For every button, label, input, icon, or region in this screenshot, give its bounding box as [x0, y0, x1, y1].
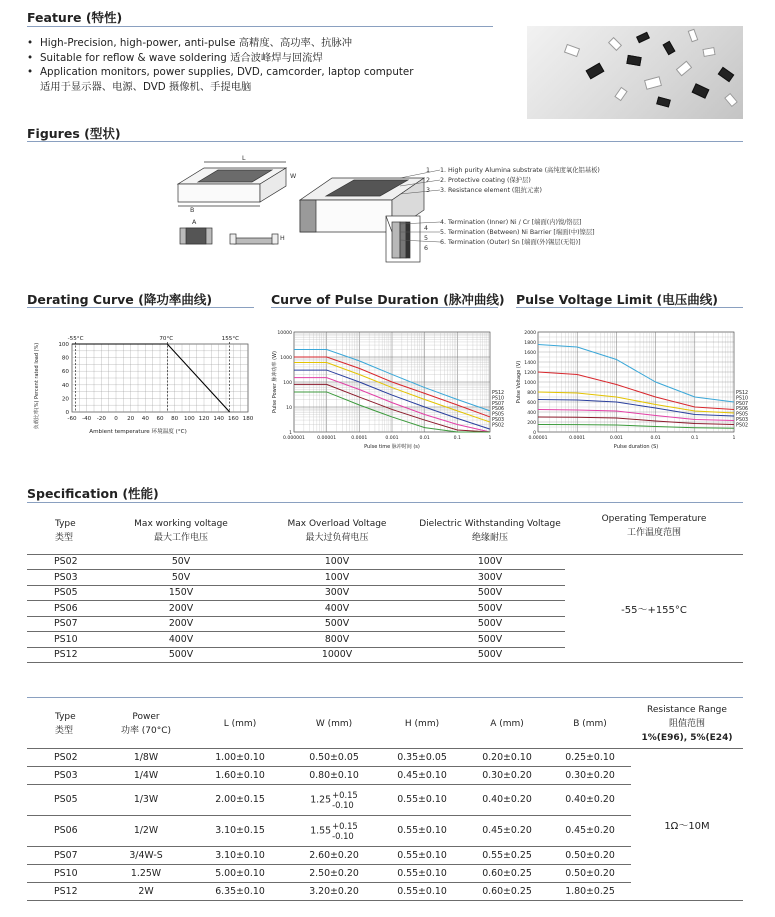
dims-cell-l: 6.35±0.10	[191, 882, 289, 900]
spec-header-max-working: Max working voltage 最大工作电压	[134, 518, 228, 543]
legend-item: 4. Termination (Inner) Ni / Cr [端面(内)镍/铬层]	[440, 219, 582, 226]
dims-cell-b: 0.45±0.20	[549, 815, 631, 846]
dims-top-rule	[27, 697, 743, 698]
dims-cell-h: 0.45±0.10	[379, 766, 465, 784]
product-photo	[527, 26, 743, 119]
spec-cell: 50V	[103, 570, 259, 586]
dims-header-b: B (mm)	[573, 718, 607, 729]
legend-label-ps03: PS03	[736, 418, 748, 423]
spec-cell: 500V	[259, 616, 415, 632]
x-tick-label: -20	[96, 416, 106, 422]
callout-3: 3	[426, 187, 431, 194]
spec-header-dielectric: Dielectric Withstanding Voltage 绝缘耐压	[419, 518, 561, 543]
derating-rule	[27, 307, 254, 308]
x-axis-label: Pulse time 脉冲时间 (s)	[364, 444, 420, 450]
dims-cell-h: 0.35±0.05	[379, 748, 465, 766]
spec-cell: 1000V	[259, 647, 415, 663]
y-tick-label: 60	[61, 369, 69, 376]
resistor-outline-drawing	[168, 154, 298, 264]
w-tol-plus: +0.15	[332, 789, 358, 800]
callout-2: 2	[426, 177, 431, 184]
dimensions-table	[27, 700, 743, 901]
w-nominal: 1.25	[310, 794, 332, 805]
figures-title: Figures (型状)	[27, 126, 121, 141]
y-tick-label: 1200	[524, 370, 536, 376]
dims-cell-b: 0.50±0.20	[549, 846, 631, 864]
legend-item: 3. Resistance element (阻抗元素)	[440, 187, 543, 194]
dims-cell-type: PS03	[27, 766, 101, 784]
spec-cell: 500V	[103, 647, 259, 663]
y-tick-label: 10	[286, 405, 292, 411]
y-tick-label: 100	[58, 342, 69, 348]
x-tick-label: 0.001	[609, 436, 623, 441]
y-tick-label: 400	[527, 410, 536, 416]
x-tick-label: 0.0001	[351, 436, 368, 441]
spec-cell: 100V	[259, 570, 415, 586]
dims-cell-power: 1/2W	[101, 815, 191, 846]
dim-label-l: L	[242, 155, 246, 162]
y-tick-label: 80	[61, 355, 69, 362]
y-tick-label: 20	[61, 396, 69, 403]
legend-item: 2. Protective coating (保护层)	[440, 177, 531, 184]
spec-cell-type: PS10	[27, 632, 103, 648]
y-tick-label: 1600	[524, 350, 536, 356]
derating-chart	[28, 326, 254, 444]
x-tick-label: 0.1	[453, 436, 461, 441]
dims-cell-type: PS05	[27, 784, 101, 815]
x-tick-label: -60	[67, 416, 77, 422]
dims-cell-h: 0.55±0.10	[379, 815, 465, 846]
y-tick-label: 100	[283, 380, 292, 386]
dims-cell-a: 0.20±0.10	[465, 748, 549, 766]
dims-cell-power: 1/4W	[101, 766, 191, 784]
y-axis-label: Pulse Voltage (V)	[516, 360, 522, 404]
legend-label-ps12: PS12	[736, 391, 748, 396]
feature-bullet: • Suitable for reflow & wave soldering 适合波峰焊与回流焊	[27, 51, 413, 66]
temp-label: 70°C	[159, 336, 174, 342]
x-tick-label: 0.00001	[317, 436, 337, 441]
x-tick-label: 160	[227, 416, 239, 422]
dims-cell-b: 0.30±0.20	[549, 766, 631, 784]
dims-cell-w: 3.20±0.20	[289, 882, 379, 900]
x-tick-label: 1	[488, 436, 492, 441]
x-tick-label: 0.001	[385, 436, 399, 441]
dims-cell-l: 3.10±0.15	[191, 815, 289, 846]
x-tick-label: -40	[82, 416, 92, 422]
legend-item: 6. Termination (Outer) Sn [端面(外)锡层(无铅)]	[440, 239, 581, 246]
spec-cell: 500V	[415, 616, 565, 632]
y-tick-label: 200	[527, 420, 536, 426]
dims-cell-type: PS02	[27, 748, 101, 766]
dims-cell-a: 0.45±0.20	[465, 815, 549, 846]
y-tick-label: 1000	[524, 380, 536, 386]
spec-cell-type: PS02	[27, 554, 103, 570]
dims-cell-a: 0.60±0.25	[465, 864, 549, 882]
x-tick-label: 20	[127, 416, 135, 422]
y-tick-label: 1800	[524, 340, 536, 346]
y-tick-label: 10000	[277, 330, 292, 336]
dims-cell-l: 3.10±0.10	[191, 846, 289, 864]
dims-cell-type: PS12	[27, 882, 101, 900]
legend-label-ps06: PS06	[492, 407, 504, 413]
spec-cell: 200V	[103, 616, 259, 632]
pulse-duration-title: Curve of Pulse Duration (脉冲曲线)	[271, 292, 505, 307]
spec-table	[27, 508, 743, 663]
dims-cell-power: 1/3W	[101, 784, 191, 815]
dims-cell-a: 0.60±0.25	[465, 882, 549, 900]
spec-cell-type: PS07	[27, 616, 103, 632]
dim-label-a: A	[192, 219, 197, 226]
legend-label-ps07: PS07	[492, 401, 504, 407]
x-tick-label: 0.01	[419, 436, 430, 441]
spec-cell: 500V	[415, 647, 565, 663]
dims-cell-w: 0.80±0.10	[289, 766, 379, 784]
callout-1: 1	[426, 167, 431, 174]
x-tick-label: 0.01	[650, 436, 661, 441]
derating-title: Derating Curve (降功率曲线)	[27, 292, 213, 307]
dims-header-w: W (mm)	[315, 718, 353, 729]
feature-title: Feature (特性)	[27, 10, 123, 25]
x-axis-label: Ambient temperature 环境温度 (°C)	[89, 429, 187, 435]
feature-list	[27, 36, 413, 94]
x-axis-label: Pulse duration (S)	[613, 444, 659, 450]
dims-header-l: L (mm)	[223, 718, 257, 729]
dims-row	[27, 748, 743, 766]
x-tick-label: 60	[156, 416, 164, 422]
dims-cell-power: 2W	[101, 882, 191, 900]
legend-label-ps03: PS03	[492, 418, 504, 423]
spec-cell: 400V	[103, 632, 259, 648]
dims-cell-b: 1.80±0.25	[549, 882, 631, 900]
spec-cell: 500V	[415, 632, 565, 648]
spec-cell-type: PS12	[27, 647, 103, 663]
dims-cell-power: 1/8W	[101, 748, 191, 766]
spec-cell: 300V	[415, 570, 565, 586]
figures-legend	[440, 165, 660, 249]
callout-4: 4	[424, 225, 429, 232]
dims-cell-l: 2.00±0.15	[191, 784, 289, 815]
legend-item: 5. Termination (Between) Ni Barrier [端面(中)镍层]	[440, 229, 595, 236]
dims-cell-h: 0.55±0.10	[379, 784, 465, 815]
spec-cell: 500V	[415, 601, 565, 617]
feature-bullet-cont: 适用于显示器、电源、DVD 摄像机、手提电脑	[40, 80, 252, 93]
legend-label-ps05: PS05	[736, 412, 748, 418]
spec-cell-type: PS05	[27, 585, 103, 601]
x-tick-label: 120	[198, 416, 210, 422]
legend-label-ps02: PS02	[736, 423, 748, 429]
y-axis-label: 负载比率(%) Percent rated load (%)	[34, 342, 40, 430]
y-tick-label: 1000	[280, 355, 292, 361]
dims-range: 1Ω～10M	[631, 748, 743, 900]
spec-header-max-overload: Max Overload Voltage 最大过负荷电压	[287, 518, 387, 543]
w-tol-minus: -0.10	[332, 830, 354, 841]
dims-cell-a: 0.55±0.25	[465, 846, 549, 864]
dims-header-type: Type 类型	[55, 711, 76, 736]
y-tick-label: 800	[527, 390, 536, 396]
y-tick-label: 2000	[524, 330, 536, 336]
legend-label-ps10: PS10	[736, 396, 748, 402]
x-tick-label: 40	[141, 416, 149, 422]
x-tick-label: 1	[732, 436, 736, 441]
legend-item: 1. High purity Alumina substrate (高纯度氧化铝基板)	[440, 167, 600, 174]
spec-cell: 100V	[259, 554, 415, 570]
dims-cell-type: PS06	[27, 815, 101, 846]
x-tick-label: 0.000001	[283, 436, 305, 441]
legend-label-ps07: PS07	[736, 401, 748, 407]
x-tick-label: 80	[171, 416, 179, 422]
feature-bullet: • Application monitors, power supplies, DVD, camcorder, laptop computer	[27, 65, 413, 80]
dims-header-a: A (mm)	[490, 718, 524, 729]
dims-cell-h: 0.55±0.10	[379, 846, 465, 864]
pulse-voltage-title: Pulse Voltage Limit (电压曲线)	[516, 292, 718, 307]
dims-cell-w: 0.50±0.05	[289, 748, 379, 766]
spec-cell: 200V	[103, 601, 259, 617]
y-tick-label: 0	[65, 410, 69, 416]
dims-cell-l: 5.00±0.10	[191, 864, 289, 882]
dims-header-power: Power 功率 (70°C)	[120, 711, 172, 736]
y-tick-label: 40	[61, 382, 69, 389]
w-tol-plus: +0.15	[332, 820, 358, 831]
x-tick-label: 0.1	[691, 436, 699, 441]
feature-bullet: • High-Precision, high-power, anti-pulse 高精度、高功率、抗脉冲	[27, 36, 413, 51]
dims-cell-w: 2.60±0.20	[289, 846, 379, 864]
dims-cell-b: 0.25±0.10	[549, 748, 631, 766]
dims-cell-b: 0.50±0.20	[549, 864, 631, 882]
dims-cell-w	[289, 784, 379, 815]
x-tick-label: 100	[183, 416, 195, 422]
pulse-duration-rule	[271, 307, 498, 308]
legend-label-ps05: PS05	[492, 412, 504, 418]
y-axis-label: Pulse Power 脉冲功率 (W)	[272, 351, 278, 413]
w-nominal: 1.55	[310, 825, 332, 836]
y-tick-label: 1	[289, 430, 292, 436]
callout-6: 6	[424, 245, 429, 252]
spec-row	[27, 554, 743, 570]
dims-cell-l: 1.60±0.10	[191, 766, 289, 784]
dims-cell-w: 2.50±0.20	[289, 864, 379, 882]
dims-cell-a: 0.40±0.20	[465, 784, 549, 815]
spec-cell: 400V	[259, 601, 415, 617]
spec-header-op-temp: Operating Temperature 工作温度范围	[601, 514, 707, 538]
x-tick-label: 180	[242, 416, 254, 422]
dims-cell-h: 0.55±0.10	[379, 864, 465, 882]
figures-leader-lines	[400, 166, 442, 250]
spec-op-temp: -55～+155°C	[565, 554, 743, 663]
pulse-voltage-rule	[516, 307, 743, 308]
spec-cell: 300V	[259, 585, 415, 601]
spec-title: Specification (性能)	[27, 486, 159, 501]
pulse-duration-chart	[268, 324, 504, 454]
dims-cell-a: 0.30±0.20	[465, 766, 549, 784]
dims-cell-l: 1.00±0.10	[191, 748, 289, 766]
dims-cell-w	[289, 815, 379, 846]
dims-cell-power: 3/4W-S	[101, 846, 191, 864]
spec-header-type: Type 类型	[55, 518, 76, 543]
legend-label-ps02: PS02	[492, 423, 504, 429]
dims-cell-power: 1.25W	[101, 864, 191, 882]
y-tick-label: 0	[533, 430, 536, 436]
legend-label-ps10: PS10	[492, 396, 504, 402]
x-tick-label: 0.00001	[528, 436, 548, 441]
w-tol-minus: -0.10	[332, 799, 354, 810]
callout-5: 5	[424, 235, 429, 242]
y-tick-label: 600	[527, 400, 536, 406]
spec-rule	[27, 502, 743, 503]
x-tick-label: 0.0001	[569, 436, 586, 441]
figures-rule	[27, 141, 743, 142]
spec-cell: 50V	[103, 554, 259, 570]
temp-label: 155°C	[221, 336, 240, 342]
legend-label-ps06: PS06	[736, 407, 748, 413]
dims-header-range: Resistance Range 阻值范围 1%(E96), 5%(E24)	[641, 704, 733, 743]
dim-label-h: H	[280, 235, 285, 242]
dim-label-w: W	[290, 173, 297, 180]
dims-header-h: H (mm)	[404, 718, 440, 729]
spec-cell: 100V	[415, 554, 565, 570]
dims-cell-type: PS10	[27, 864, 101, 882]
feature-rule	[27, 26, 493, 27]
x-tick-label: 140	[213, 416, 225, 422]
pulse-voltage-chart	[512, 324, 748, 454]
spec-cell: 150V	[103, 585, 259, 601]
spec-cell: 500V	[415, 585, 565, 601]
spec-cell: 800V	[259, 632, 415, 648]
legend-label-ps12: PS12	[492, 391, 504, 396]
x-tick-label: 0	[114, 416, 118, 422]
temp-label: -55°C	[67, 336, 84, 342]
dims-cell-h: 0.55±0.10	[379, 882, 465, 900]
y-tick-label: 1400	[524, 360, 536, 366]
spec-cell-type: PS03	[27, 570, 103, 586]
dims-cell-type: PS07	[27, 846, 101, 864]
dims-cell-b: 0.40±0.20	[549, 784, 631, 815]
spec-cell-type: PS06	[27, 601, 103, 617]
dim-label-b: B	[190, 207, 195, 214]
